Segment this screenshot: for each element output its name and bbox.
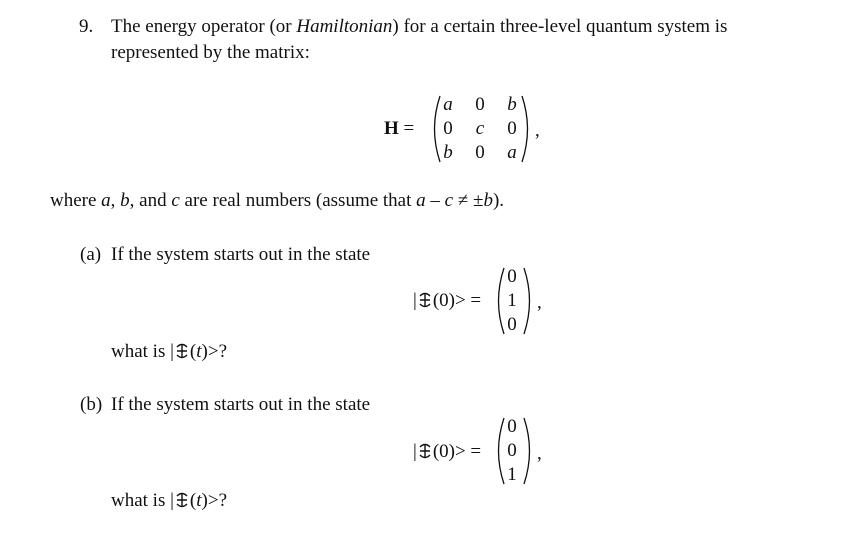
- part-b-ket: [413, 441, 481, 463]
- intro-line-1: [111, 16, 727, 38]
- cond-ne: ≠ ±: [453, 190, 484, 211]
- ket-bar: |: [413, 441, 417, 462]
- matrix-cell: 0: [507, 118, 517, 139]
- part-a-label: (a): [80, 244, 102, 265]
- question-t: t: [196, 490, 202, 511]
- matrix-cell: 0: [475, 142, 485, 163]
- ket-arg: (0)> =: [432, 290, 482, 311]
- intro-text-b: ) for a certain three-level quantum system is: [392, 16, 728, 37]
- matrix-cell: 0: [475, 94, 485, 115]
- vector-cell: 0: [507, 440, 517, 461]
- H-symbol: [384, 118, 414, 140]
- vector-cell: 1: [507, 290, 517, 311]
- question-prefix: what is |: [111, 341, 174, 362]
- intro-hamiltonian: Hamiltonian: [296, 16, 393, 37]
- vector-cell: 0: [507, 416, 517, 437]
- sep: , and: [129, 190, 172, 211]
- problem-number: 9.: [79, 16, 94, 37]
- ket-arg: (0)> =: [432, 441, 482, 462]
- part-b-text: If the system starts out in the state: [111, 394, 371, 415]
- cond-minus: –: [425, 190, 445, 211]
- sep: ,: [110, 190, 121, 211]
- matrix-cell: a: [443, 94, 453, 115]
- matrix-cell: b: [507, 94, 517, 115]
- question-suffix: )>?: [201, 341, 228, 362]
- cond-b: b: [483, 190, 493, 211]
- question-paren: (: [189, 341, 197, 362]
- part-a-question: [111, 341, 227, 363]
- cond-c: c: [444, 190, 454, 211]
- var-c: c: [171, 190, 180, 211]
- psi-icon: [417, 443, 433, 459]
- question-suffix: )>?: [201, 490, 228, 511]
- where-text: where: [50, 190, 102, 211]
- question-prefix: what is |: [111, 490, 174, 511]
- question-paren: (: [189, 490, 197, 511]
- vector-cell: 0: [507, 266, 517, 287]
- H-equals: =: [403, 118, 415, 139]
- where-line: [50, 190, 504, 212]
- psi-icon: [174, 343, 190, 359]
- matrix-cell: c: [475, 118, 485, 139]
- part-b-question: [111, 490, 227, 512]
- matrix-cell: b: [443, 142, 453, 163]
- vector-a-comma: ,: [537, 292, 542, 313]
- where-end: ).: [492, 190, 505, 211]
- matrix-right-paren: [520, 94, 534, 164]
- intro-text-a: The energy operator (or: [111, 16, 297, 37]
- vector-b-comma: ,: [537, 443, 542, 464]
- part-b-label: (b): [80, 394, 103, 415]
- matrix-cell: 0: [443, 118, 453, 139]
- psi-icon: [417, 292, 433, 308]
- matrix-cell: a: [507, 142, 517, 163]
- question-t: t: [196, 341, 202, 362]
- part-a-text: If the system starts out in the state: [111, 244, 371, 265]
- ket-bar: |: [413, 290, 417, 311]
- vector-cell: 1: [507, 464, 517, 485]
- H-letter: H: [384, 118, 399, 139]
- intro-line-2: represented by the matrix:: [111, 42, 310, 63]
- where-text-b: are real numbers (assume that: [179, 190, 417, 211]
- psi-icon: [174, 492, 190, 508]
- var-b: b: [120, 190, 130, 211]
- part-a-ket: [413, 290, 481, 312]
- vector-a-right-paren: [522, 266, 536, 336]
- var-a: a: [101, 190, 111, 211]
- vector-cell: 0: [507, 314, 517, 335]
- matrix-comma: ,: [535, 120, 540, 141]
- cond-a: a: [416, 190, 426, 211]
- vector-b-right-paren: [522, 416, 536, 486]
